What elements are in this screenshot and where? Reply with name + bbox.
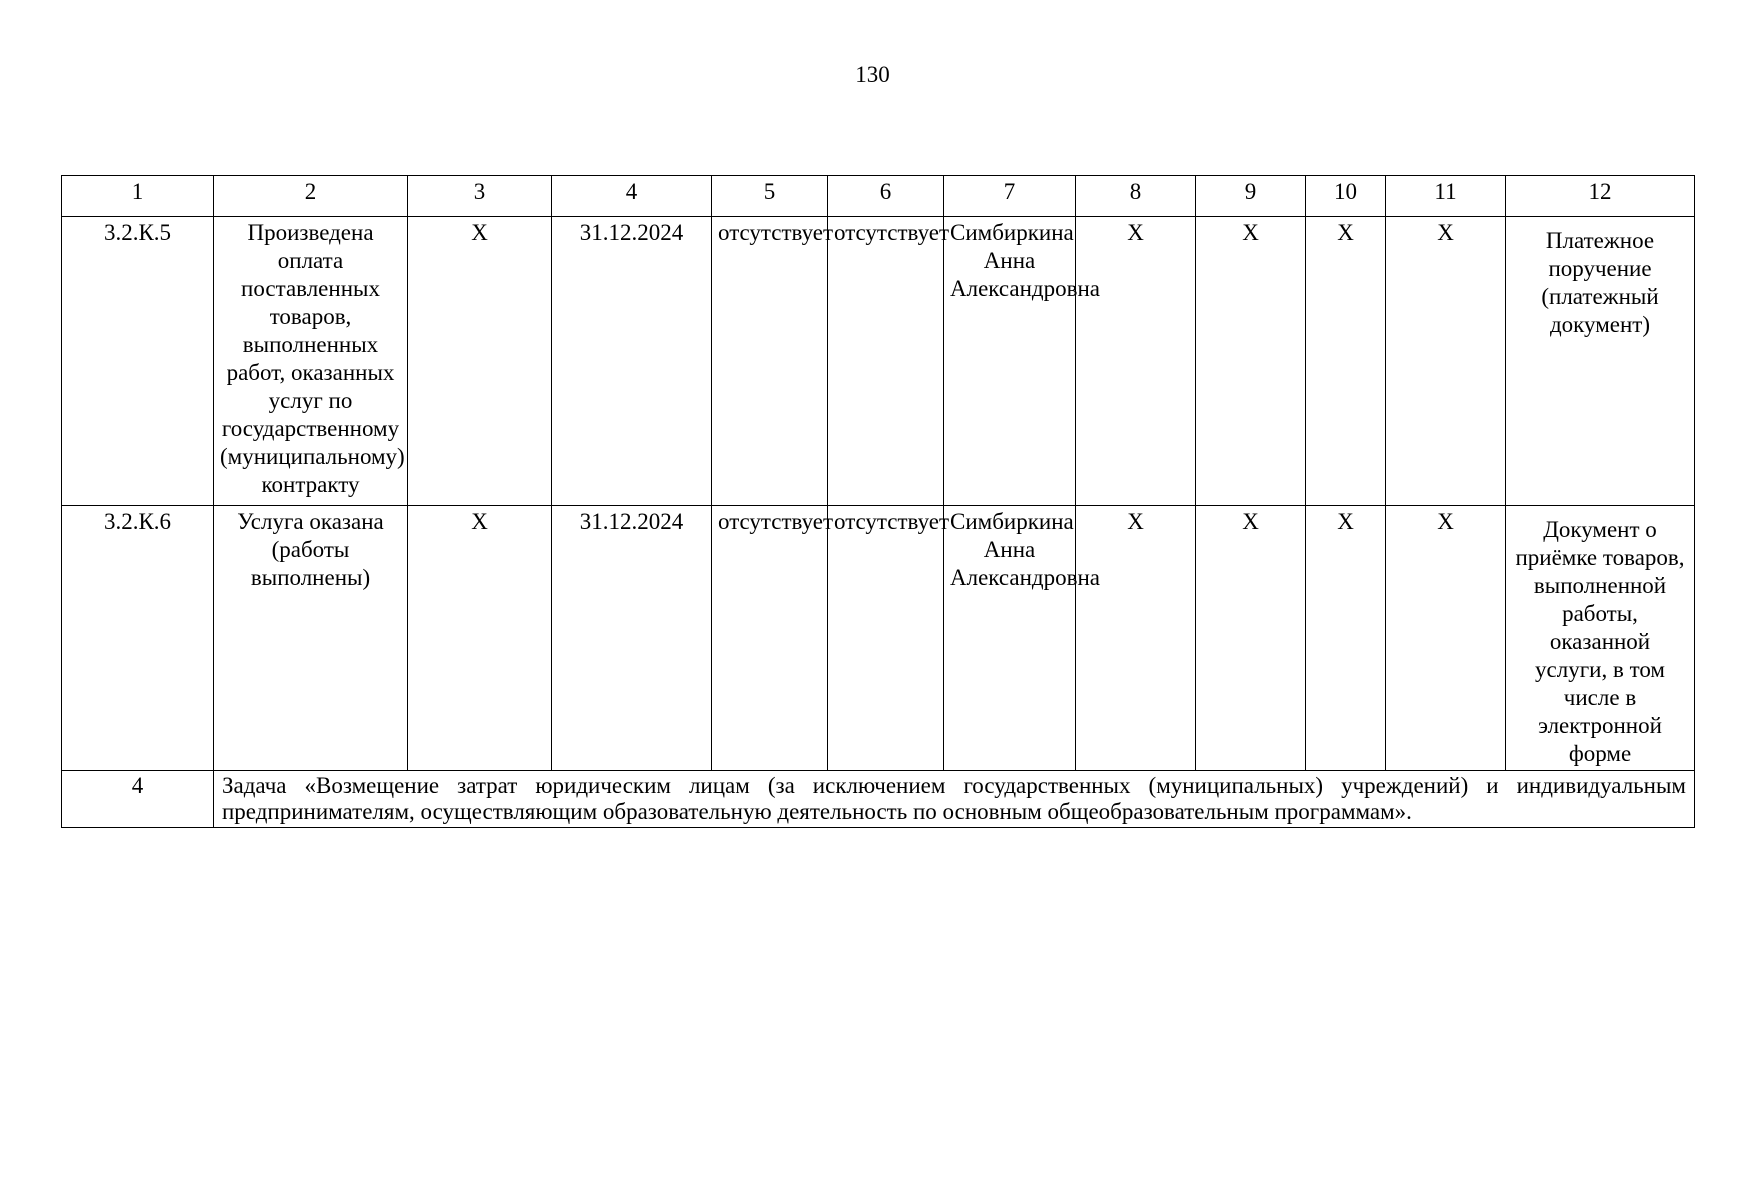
- column-header-5: 5: [712, 176, 828, 217]
- table-header-row: [62, 176, 1695, 217]
- row-date: 31.12.2024: [552, 217, 712, 506]
- control-points-table: [61, 175, 1695, 828]
- row-col6: отсутствует: [828, 506, 944, 771]
- row-col11: X: [1386, 217, 1506, 506]
- row-document: Документ о приёмке товаров, выполненной работы, оказанной услуги, в том числе в электронной форме: [1506, 506, 1695, 771]
- row-code: 3.2.К.5: [62, 217, 214, 506]
- row-col3: X: [408, 506, 552, 771]
- row-col11: X: [1386, 506, 1506, 771]
- table-row: [62, 506, 1695, 771]
- row-col3: X: [408, 217, 552, 506]
- row-col9: X: [1196, 506, 1306, 771]
- column-header-4: 4: [552, 176, 712, 217]
- column-header-6: 6: [828, 176, 944, 217]
- row-col6: отсутствует: [828, 217, 944, 506]
- column-header-8: 8: [1076, 176, 1196, 217]
- row-col5: отсутствует: [712, 217, 828, 506]
- column-header-11: 11: [1386, 176, 1506, 217]
- column-header-3: 3: [408, 176, 552, 217]
- task-number: 4: [62, 771, 214, 828]
- task-row: [62, 771, 1695, 828]
- row-col10: X: [1306, 217, 1386, 506]
- task-text: Задача «Возмещение затрат юридическим лицам (за исключением государственных (муниципальных) учреждений) и индивидуальным предпринимателям, осуществляющим образовательную деятельность по основным общеобразовательным программам».: [214, 771, 1695, 828]
- table-row: [62, 217, 1695, 506]
- row-document: Платежное поручение (платежный документ): [1506, 217, 1695, 506]
- row-event: Услуга оказана (работы выполнены): [214, 506, 408, 771]
- column-header-2: 2: [214, 176, 408, 217]
- row-date: 31.12.2024: [552, 506, 712, 771]
- row-col5: отсутствует: [712, 506, 828, 771]
- row-col10: X: [1306, 506, 1386, 771]
- row-col8: X: [1076, 217, 1196, 506]
- row-responsible: Симбиркина Анна Александровна: [944, 506, 1076, 771]
- column-header-1: 1: [62, 176, 214, 217]
- row-col8: X: [1076, 506, 1196, 771]
- row-code: 3.2.К.6: [62, 506, 214, 771]
- column-header-7: 7: [944, 176, 1076, 217]
- row-col9: X: [1196, 217, 1306, 506]
- row-responsible: Симбиркина Анна Александровна: [944, 217, 1076, 506]
- column-header-10: 10: [1306, 176, 1386, 217]
- column-header-9: 9: [1196, 176, 1306, 217]
- page-number: 130: [855, 62, 890, 87]
- column-header-12: 12: [1506, 176, 1695, 217]
- row-event: Произведена оплата поставленных товаров, выполненных работ, оказанных услуг по государственному (муниципальному) контракту: [214, 217, 408, 506]
